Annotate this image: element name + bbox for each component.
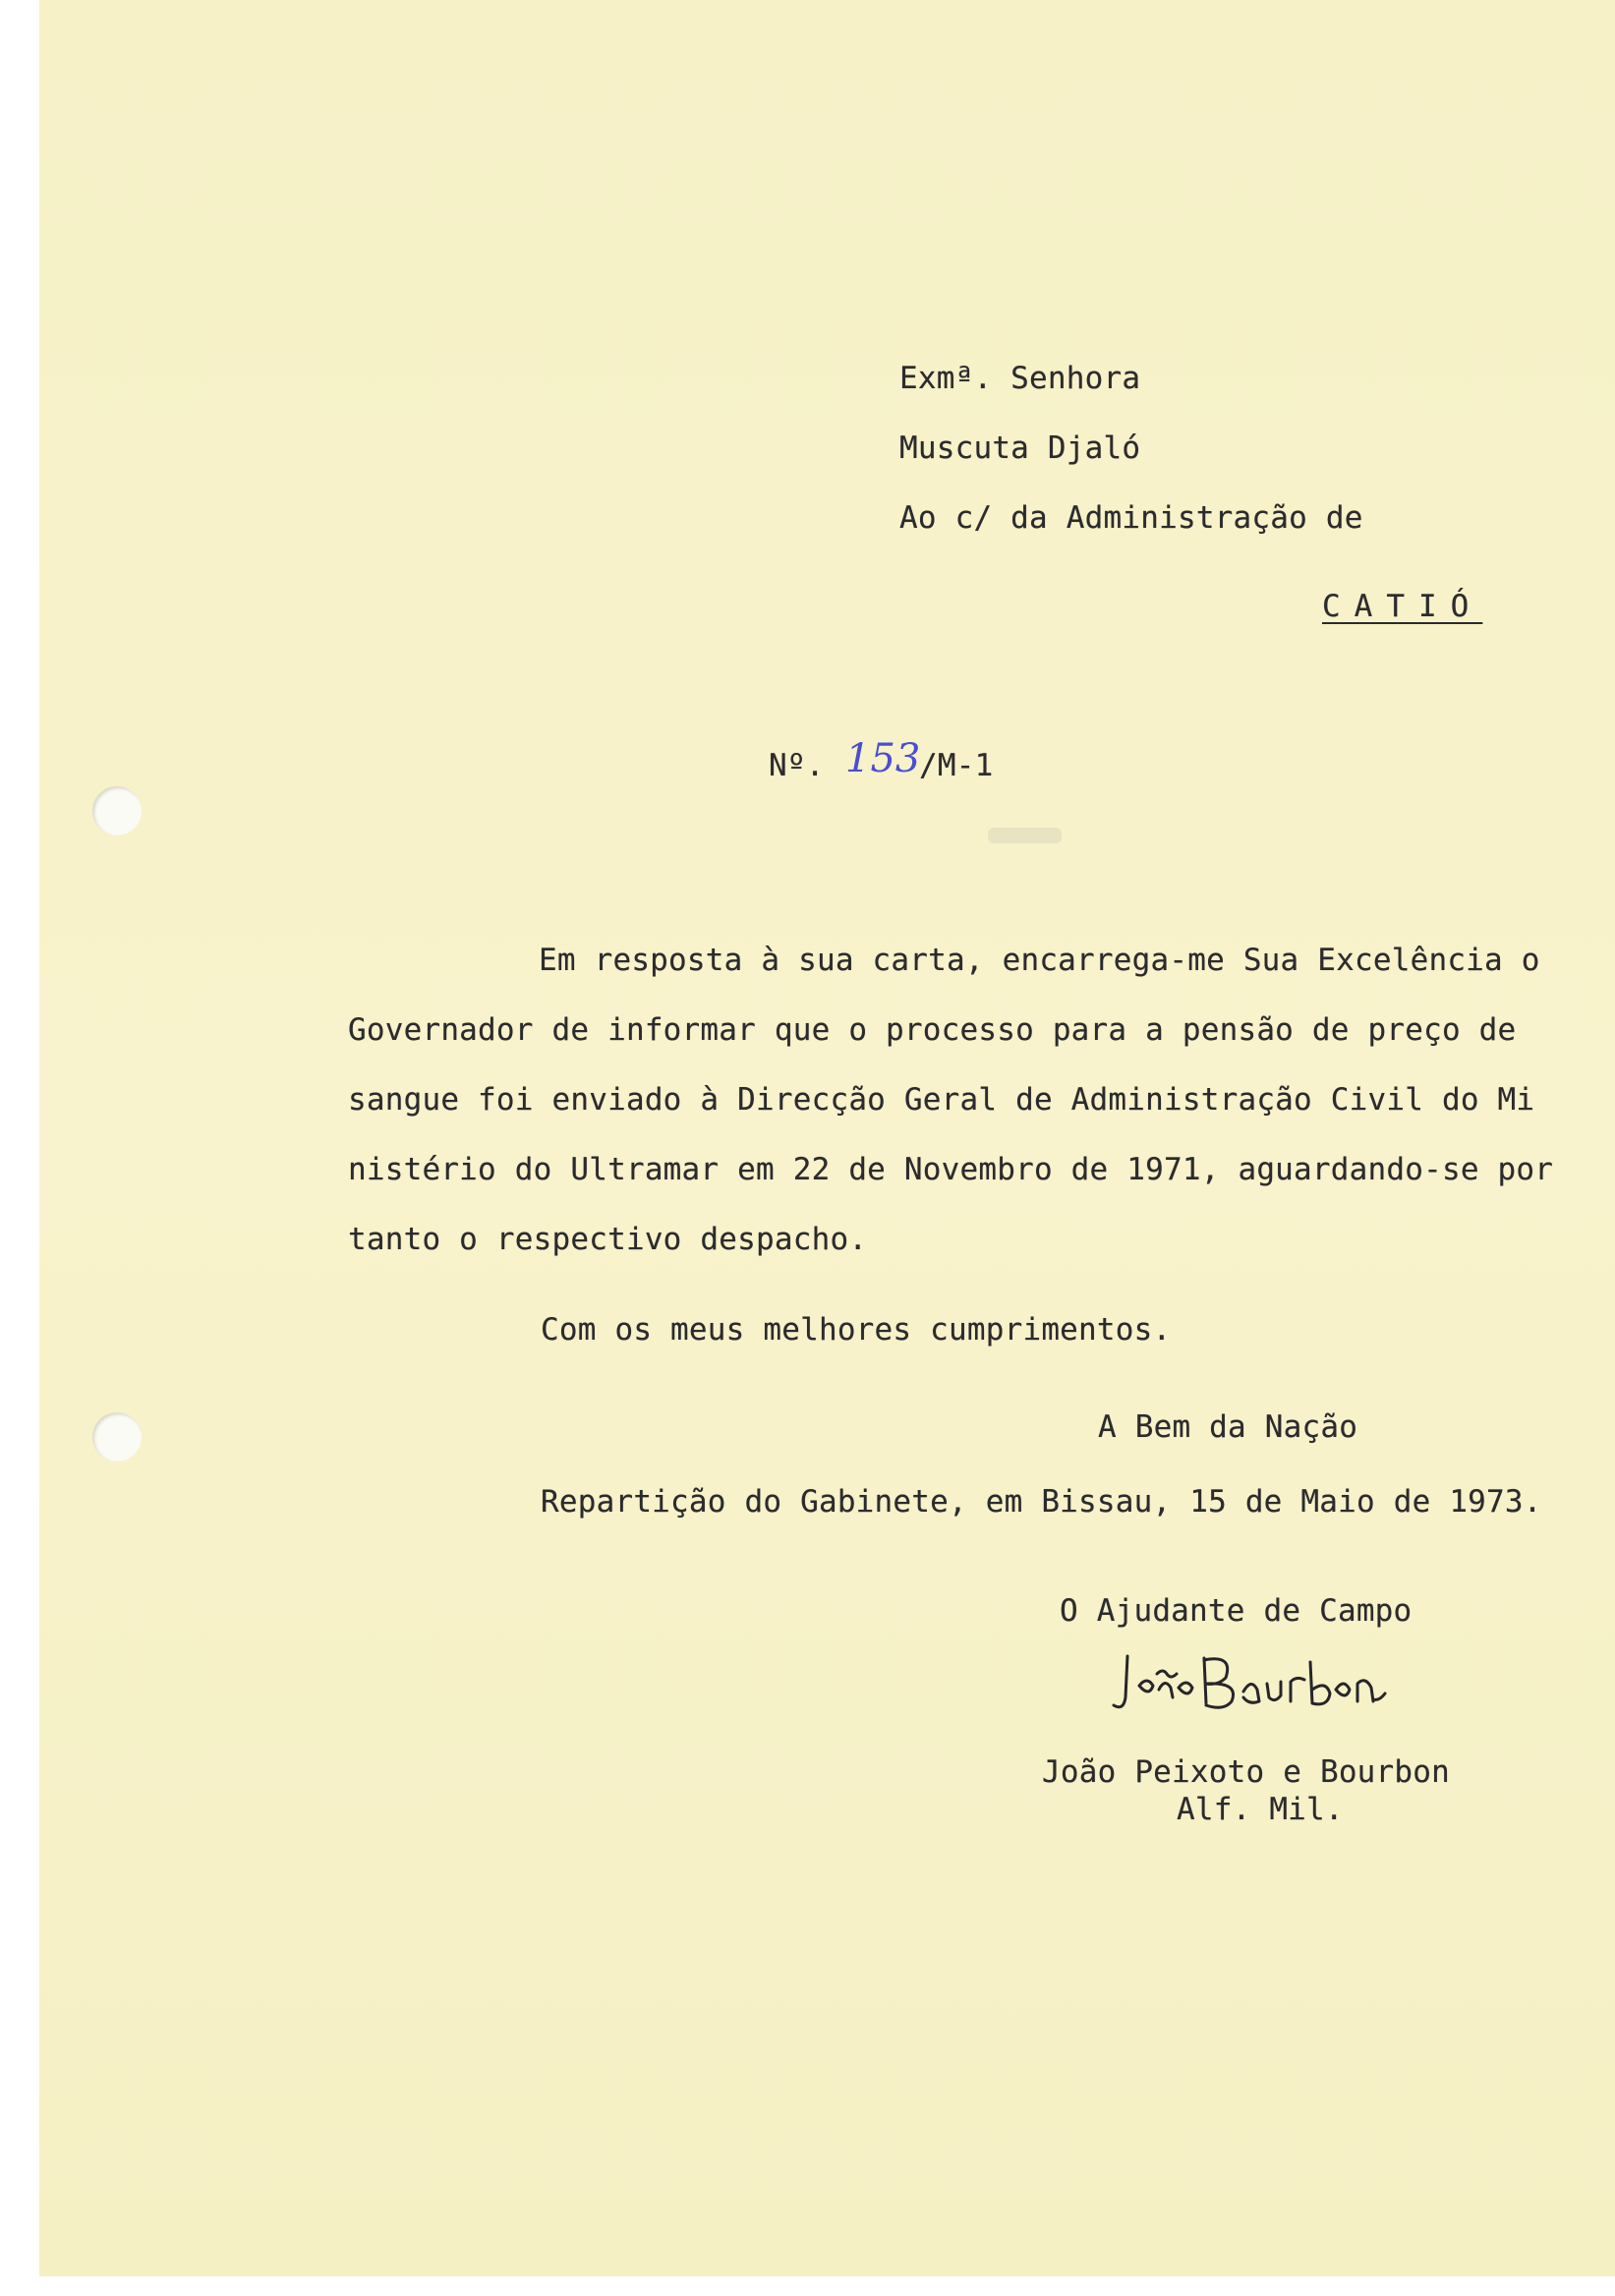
addressee-place: CATIÓ xyxy=(1322,589,1483,624)
punch-hole-top xyxy=(92,786,142,835)
addressee-care-of: Ao c/ da Administração de xyxy=(899,500,1363,536)
body-line-1: Em resposta à sua carta, encarrega-me Sua Excelência o xyxy=(539,943,1540,978)
signatory-title: O Ajudante de Campo xyxy=(1060,1593,1413,1629)
addressee-salutation: Exmª. Senhora xyxy=(899,361,1141,396)
handwritten-signature xyxy=(1106,1646,1391,1725)
paper-smudge xyxy=(988,828,1062,843)
reference-handwritten-number: 153 xyxy=(845,736,921,781)
letter-sheet xyxy=(39,0,1615,2276)
reference-prefix: Nº. xyxy=(769,748,825,783)
body-line-2: Governador de informar que o processo para a pensão de preço de xyxy=(348,1012,1517,1048)
signatory-name: João Peixoto e Bourbon xyxy=(1042,1754,1450,1790)
closing-line: Com os meus melhores cumprimentos. xyxy=(541,1312,1172,1348)
body-line-5: tanto o respectivo despacho. xyxy=(348,1222,868,1257)
dateline: Repartição do Gabinete, em Bissau, 15 de Maio de 1973. xyxy=(541,1484,1542,1520)
motto: A Bem da Nação xyxy=(1098,1409,1358,1445)
signatory-rank: Alf. Mil. xyxy=(1177,1792,1344,1827)
punch-hole-bottom xyxy=(92,1412,142,1462)
body-line-4: nistério do Ultramar em 22 de Novembro de 1971, aguardando-se por xyxy=(348,1152,1554,1187)
addressee-name: Muscuta Djaló xyxy=(899,430,1141,466)
body-line-3: sangue foi enviado à Direcção Geral de Administração Civil do Mi xyxy=(348,1082,1535,1118)
reference-suffix: /M-1 xyxy=(919,748,994,783)
